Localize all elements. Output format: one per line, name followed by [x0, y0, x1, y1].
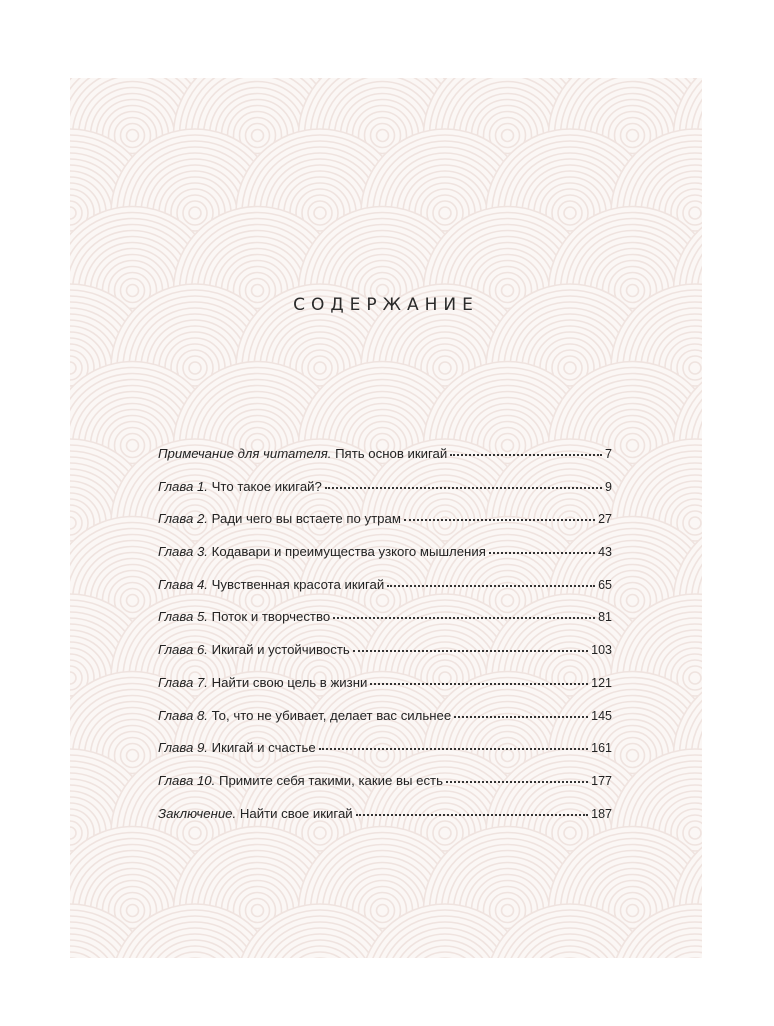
- dot-leader: [454, 716, 588, 718]
- toc-entry[interactable]: [158, 708, 612, 741]
- toc-entry[interactable]: [158, 642, 612, 675]
- toc-entry-title: Что такое икигай?: [211, 478, 322, 494]
- toc-entry-title: Икигай и устойчивость: [211, 642, 350, 658]
- toc-entry-label: Глава 2.: [158, 511, 208, 527]
- toc-entry-page: 121: [591, 675, 612, 690]
- dot-leader: [370, 683, 588, 685]
- toc-entry-label: Глава 4.: [158, 576, 208, 592]
- toc-entry-title: Пять основ икигай: [335, 446, 448, 461]
- dot-leader: [404, 519, 595, 521]
- toc-entry[interactable]: [158, 740, 612, 773]
- table-of-contents: [158, 446, 612, 838]
- toc-entry-title: То, что не убивает, делает вас сильнее: [211, 707, 452, 723]
- dot-leader: [450, 454, 602, 456]
- toc-entry-label: Глава 5.: [158, 609, 208, 625]
- toc-entry-title: Поток и творчество: [211, 609, 331, 625]
- toc-entry[interactable]: [158, 544, 612, 577]
- toc-entry-label: Глава 6.: [158, 642, 208, 658]
- book-page: [70, 78, 702, 958]
- toc-entry-page: 161: [591, 741, 612, 756]
- toc-entry[interactable]: [158, 446, 612, 479]
- toc-entry-page: 81: [598, 610, 612, 625]
- toc-entry-title: Найти свое икигай: [239, 805, 353, 821]
- toc-entry-label: Глава 7.: [158, 674, 208, 690]
- toc-entry-page: 103: [591, 643, 612, 658]
- toc-entry-label: Глава 9.: [158, 740, 208, 756]
- toc-entry-page: 177: [591, 773, 612, 788]
- toc-entry-label: Примечание для читателя.: [158, 446, 332, 461]
- toc-entry[interactable]: [158, 479, 612, 512]
- toc-entry-title: Икигай и счастье: [211, 740, 316, 756]
- toc-entry-title: Найти свою цель в жизни: [211, 674, 368, 690]
- toc-entry[interactable]: [158, 577, 612, 610]
- dot-leader: [356, 814, 588, 816]
- toc-entry-title: Ради чего вы встаете по утрам: [211, 511, 401, 527]
- toc-entry-page: 9: [605, 479, 612, 494]
- dot-leader: [489, 552, 595, 554]
- toc-entry[interactable]: [158, 675, 612, 708]
- dot-leader: [353, 650, 588, 652]
- toc-entry-page: 145: [591, 708, 612, 723]
- toc-entry[interactable]: [158, 609, 612, 642]
- dot-leader: [387, 585, 595, 587]
- dot-leader: [333, 617, 595, 619]
- toc-entry-title: Кодавари и преимущества узкого мышления: [211, 544, 486, 560]
- dot-leader: [325, 487, 602, 489]
- toc-entry-page: 7: [605, 447, 612, 461]
- toc-entry-page: 43: [598, 545, 612, 560]
- toc-entry-page: 187: [591, 806, 612, 821]
- toc-entry-label: Глава 3.: [158, 544, 208, 560]
- toc-entry-label: Глава 10.: [158, 772, 216, 788]
- dot-leader: [446, 781, 588, 783]
- toc-entry-title: Примите себя такими, какие вы есть: [218, 772, 443, 788]
- toc-entry[interactable]: [158, 773, 612, 806]
- toc-entry-label: Глава 1.: [158, 478, 208, 494]
- toc-entry-label: Глава 8.: [158, 707, 208, 723]
- toc-entry-label: Заключение.: [158, 805, 237, 821]
- dot-leader: [319, 748, 588, 750]
- toc-entry[interactable]: [158, 806, 612, 839]
- toc-entry-title: Чувственная красота икигай: [211, 576, 385, 592]
- toc-entry[interactable]: [158, 511, 612, 544]
- toc-entry-page: 65: [598, 577, 612, 592]
- page-title: СОДЕРЖАНИЕ: [293, 295, 479, 315]
- toc-entry-page: 27: [598, 512, 612, 527]
